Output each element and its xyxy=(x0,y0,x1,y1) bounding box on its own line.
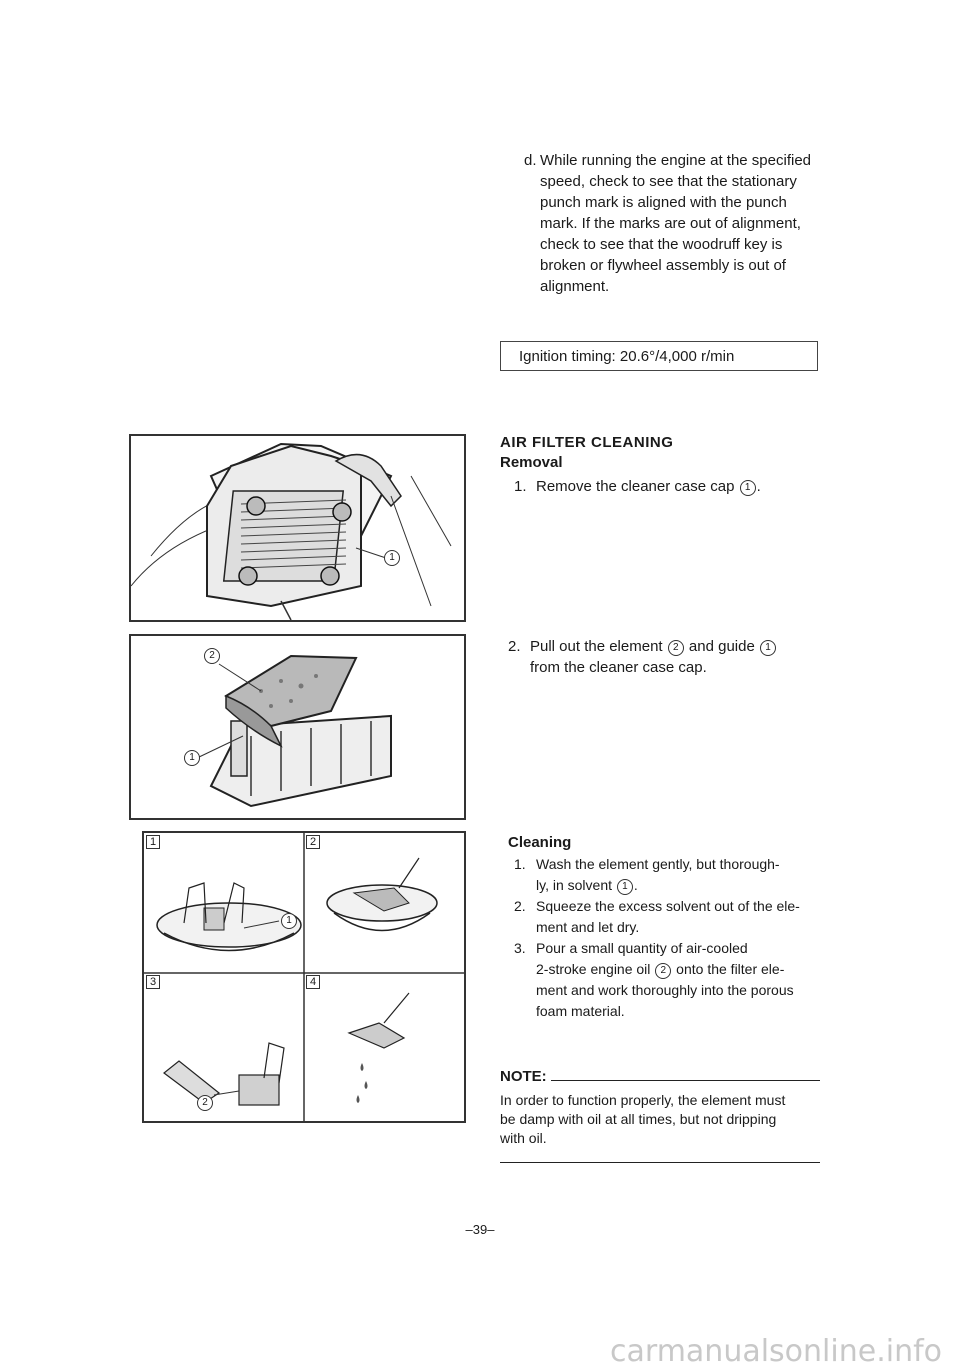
callout-2-icon: 2 xyxy=(655,963,671,979)
cleaning-steps-illustration xyxy=(144,833,464,1121)
callout-2-icon: 2 xyxy=(204,648,220,664)
figure-panel-label: 2 xyxy=(306,835,320,849)
figure-panel-label: 1 xyxy=(146,835,160,849)
figure-cleaning-steps xyxy=(142,831,466,1123)
callout-1-icon: 1 xyxy=(384,550,400,566)
note-label: NOTE: xyxy=(500,1068,547,1085)
cleaning-heading: Cleaning xyxy=(508,834,572,851)
step-d-line: check to see that the woodruff key is xyxy=(540,236,783,253)
ignition-timing-spec: Ignition timing: 20.6°/4,000 r/min xyxy=(500,341,818,371)
note-bottom-rule xyxy=(500,1162,820,1163)
note-line: with oil. xyxy=(500,1130,547,1146)
figure-panel-label: 3 xyxy=(146,975,160,989)
page-number: –39– xyxy=(465,1222,495,1237)
note-rule xyxy=(551,1080,820,1081)
callout-1-icon: 1 xyxy=(760,640,776,656)
section-title: AIR FILTER CLEANING xyxy=(500,434,674,451)
step-d-line: broken or flywheel assembly is out of xyxy=(540,257,786,274)
figure-cleaner-case-cap xyxy=(129,434,466,622)
callout-2-icon: 2 xyxy=(668,640,684,656)
cleaning-step-1: 1. Wash the element gently, but thorough- ly, in solvent 1 . xyxy=(514,856,780,893)
step-d-line: d. While running the engine at the specified xyxy=(524,152,812,169)
step-d-line: punch mark is aligned with the punch xyxy=(540,194,787,211)
removal-step-2: 2. Pull out the element 2 and guide 1 from the cleaner case cap. xyxy=(508,636,838,678)
step-d xyxy=(524,150,824,297)
step-d-label: d. xyxy=(524,152,537,169)
watermark-text: carmanualsonline.info xyxy=(610,1334,942,1369)
note-line: be damp with oil at all times, but not dripping xyxy=(500,1111,777,1127)
callout-1-icon: 1 xyxy=(281,913,297,929)
callout-1-icon: 1 xyxy=(740,480,756,496)
removal-step-1: 1. Remove the cleaner case cap 1 . xyxy=(514,478,761,495)
cleaning-step-3: 3. Pour a small quantity of air-cooled 2-stroke engine oil 2 onto the filter ele- ment and work thoroughly into the porous foam material. xyxy=(514,940,794,1019)
note-block xyxy=(500,1068,820,1163)
removal-heading: Removal xyxy=(500,454,563,471)
callout-1-icon: 1 xyxy=(617,879,633,895)
step-d-line: mark. If the marks are out of alignment, xyxy=(540,215,801,232)
step-d-line: speed, check to see that the stationary xyxy=(540,173,797,190)
note-line: In order to function properly, the element must xyxy=(500,1092,786,1108)
element-guide-illustration xyxy=(131,636,464,818)
cleaning-steps xyxy=(514,854,834,1022)
figure-panel-label: 4 xyxy=(306,975,320,989)
cleaning-step-2: 2. Squeeze the excess solvent out of the ele- ment and let dry. xyxy=(514,898,800,935)
figure-element-and-guide xyxy=(129,634,466,820)
cleaner-case-illustration xyxy=(131,436,464,620)
callout-2-icon: 2 xyxy=(197,1095,213,1111)
callout-1-icon: 1 xyxy=(184,750,200,766)
step-d-line: alignment. xyxy=(540,278,610,295)
